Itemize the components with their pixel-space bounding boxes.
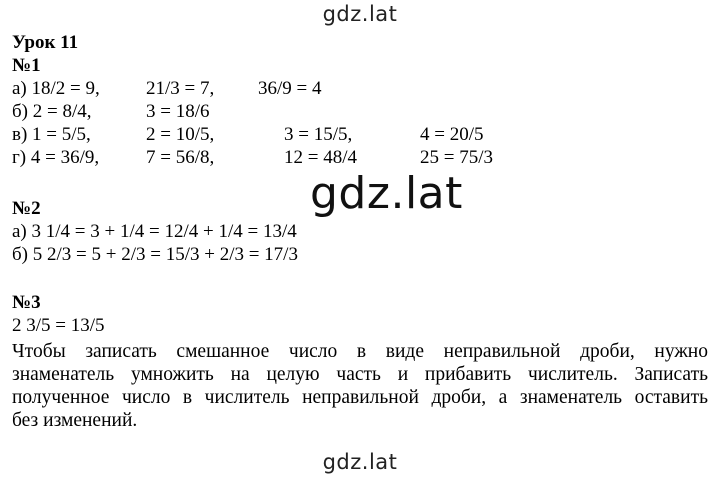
explanation-line: знаменатель умножить на целую часть и прибавить числитель. Записать (12, 364, 708, 385)
task1-cell: 25 = 75/3 (420, 147, 493, 168)
task1-cell: 3 = 18/6 (146, 101, 210, 122)
task1-cell: 7 = 56/8, (146, 147, 215, 168)
task1-cell: 4 = 20/5 (420, 124, 484, 145)
explanation-line: без изменений. (12, 410, 138, 431)
explanation-line: полученное число в числитель неправильной дроби, а знаменатель оставить (12, 387, 708, 408)
task1-cell: 3 = 15/5, (284, 124, 353, 145)
task1-heading: №1 (12, 55, 41, 76)
task1-cell: б) 2 = 8/4, (12, 101, 92, 122)
task3-equation: 2 3/5 = 13/5 (12, 315, 105, 336)
lesson-title: Урок 11 (12, 32, 79, 53)
task1-cell: 36/9 = 4 (258, 78, 322, 99)
task1-cell: 12 = 48/4 (284, 147, 357, 168)
task1-cell: в) 1 = 5/5, (12, 124, 91, 145)
watermark-center: gdz.lat (310, 168, 463, 219)
task1-cell: 21/3 = 7, (146, 78, 215, 99)
task3-heading: №3 (12, 292, 41, 313)
task2-line: а) 3 1/4 = 3 + 1/4 = 12/4 + 1/4 = 13/4 (12, 221, 297, 242)
watermark-bottom: gdz.lat (322, 450, 398, 474)
task2-line: б) 5 2/3 = 5 + 2/3 = 15/3 + 2/3 = 17/3 (12, 244, 298, 265)
task1-cell: 2 = 10/5, (146, 124, 215, 145)
task2-heading: №2 (12, 198, 41, 219)
task1-cell: г) 4 = 36/9, (12, 147, 100, 168)
task1-cell: а) 18/2 = 9, (12, 78, 100, 99)
explanation-line: Чтобы записать смешанное число в виде неправильной дроби, нужно (12, 341, 708, 362)
watermark-top: gdz.lat (322, 2, 398, 26)
task3-explanation (12, 340, 708, 432)
